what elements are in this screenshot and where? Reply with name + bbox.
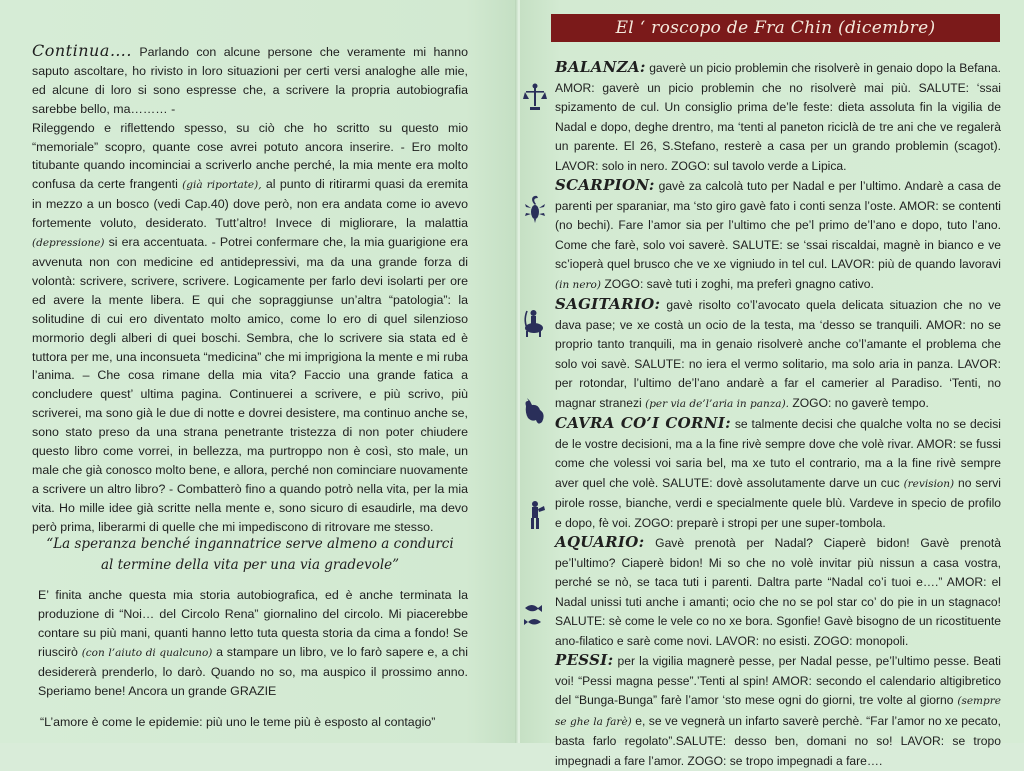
sign-name-aquario: AQUARIO: <box>555 533 645 551</box>
horoscope-text <box>555 58 1001 771</box>
horoscope-entry-sagitario <box>555 295 1001 414</box>
horoscope-entry-cavra <box>555 414 1001 533</box>
closing-paragraph <box>38 586 468 700</box>
pisces-icon <box>522 600 548 630</box>
sign-aside-pessi: (sempre se ghe la farè) <box>555 695 1001 728</box>
sign-aside-cavra: (revision) <box>903 477 955 490</box>
intro-text: Parlando con alcune persone che veramente mi hanno saputo ascoltare, ho rivisto in loro situazioni per certi versi analoghe alle mie, ed alcune di loro si sono espresse che, a scrivere la propria autobiografia sarebbe bello, ma……… - <box>32 45 468 116</box>
sign-aside-sagitario: (per via de’l’aria in panza). <box>645 397 790 410</box>
sagittarius-icon <box>522 308 548 338</box>
sign-text-pessi-end: e, se ve vegnerà un infarto saverè perchè. “Far l’amor no xe pecato, basta farlo regolato”.SALUTE: desso ben, domani no so! LAVOR: se tropo impegnadi a fare l’amor. ZOGO: se tropo impegnadi a fare…. <box>555 713 1001 768</box>
capricorn-icon <box>522 398 548 428</box>
horoscope-entry-pessi <box>555 651 1001 771</box>
sign-text-cavra-end: no servi pirole rosse, bianche, verdi e specialmente quele blù. Vardeve in specio de profilo e dopo, fè voi. ZOGO: preparè i stropi per une super-tombola. <box>555 475 1001 530</box>
sign-name-pessi: PESSI: <box>555 651 614 669</box>
closing-text-1: E’ finita anche questa mia storia autobiografica, ed è anche terminata la produzione di “Noi… del Circolo Rena” giornalino del circolo. Mi piacerebbe contare su più mani, quanti hanno letto tuta questa storia da cima a fondo! Se riuscirò <box>38 588 468 659</box>
aside-italic-3: (con l’aiuto di qualcuno) <box>81 646 213 659</box>
scorpio-icon <box>522 194 548 224</box>
libra-icon <box>522 82 548 112</box>
sign-text-sagitario-end: ZOGO: no gaverè tempo. <box>792 395 929 410</box>
sign-aside-scarpion: (in nero) <box>555 278 601 291</box>
sign-name-sagitario: SAGITARIO: <box>555 295 661 313</box>
horoscope-entry-aquario <box>555 533 1001 651</box>
hope-quote: “La speranza benché ingannatrice serve almeno a condurci al termine della vita per una via gradevole” <box>46 536 454 573</box>
sign-text-cavra: se talmente decisi che qualche volta no se decisi de le vostre decisioni, ma a la fine rivè sempre dove che volè rivar. AMOR: se fussi come che volessi voi saria bel, ma xe tuto el contrario, ma a la fine rivè sempre aver quel che volè. SALUTE: dovè assolutamente darve un cuc <box>555 417 1001 490</box>
sign-name-scarpion: SCARPION: <box>555 176 655 194</box>
aside-italic-1: (già riportate), <box>182 179 262 192</box>
sign-name-balanza: BALANZA: <box>555 58 646 76</box>
sign-text-pessi: per la vigilia magnerè pesse, per Nadal pesse, pe’l’ultimo pesse. Beati voi! “Pessi magna pesse”.’Tenti al spin! AMOR: secondo el calendario altigibretico del “Bunga-Bunga” farè l’amor ‘sto mese ogni do giorni, tre volte al giorno <box>555 654 1001 707</box>
love-quote: “L’amore è come le epidemie: più uno le teme più è esposto al contagio” <box>40 715 436 729</box>
main-text-1: Rileggendo e riflettendo spesso, su ciò che ho scritto su questo mio “memoriale” scopro, quante cose avrei potuto ancora inserire. - Ero molto titubante quando incominciai a scriverlo anche perché, la mia mente era molto confusa da certe frangenti <box>32 120 468 192</box>
intro-paragraph <box>32 42 468 119</box>
aquarius-icon <box>522 500 548 530</box>
sign-name-cavra: CAVRA CO’I CORNI: <box>555 414 731 432</box>
left-page-text <box>32 42 468 537</box>
zodiac-icons <box>520 60 550 660</box>
main-text-3: si era accentuata. - Potrei confermare che, la mia guarigione era avvenuta non con medicine ed antidepressivi, ma da una grande forza di volontà: scrivere, scrivere, scrivere. Logicamente per farlo devi isolarti per ore ed avere la mente libera. E qui che sopraggiunse un’altra “patologia”: la solitudine di cui ero diventato molto amico, come lo ero di quel silenzioso mormorio degli alberi di quei boschi. Sembra, che lo scrivere sia stata ed è tuttora per me, una inconsueta “medicina” che mi imprigiona la mente e mi ruba l’anima. – Che cosa rimane della mia vita? Faccio una grande fatica a concludere quest’ ultima pagina. Continuerei a scrivere, e più scrivo, più scriverei, ma sono già le due di notte e dovrei desistere, ma continuo anche se, sono stato preso da una strana penetrante tristezza di non poter chiudere questo libro come vorrei, in bellezza, ma purtroppo non è così, sto male, un male che già conosco molto bene, e allora, perché non cominciare nuovamente a scrivere un altro libro? - Combatterò fino a quando potrò nella vita, per la mia vita. Ho mille idee già scritte nella mente e, sono sicuro di esaudirle, ma devo però prima, liberarmi di quelle che mi impediscono di ritrovare me stesso. <box>32 235 468 534</box>
aside-italic-2: (depressione) <box>32 237 105 250</box>
continua-heading: Continua…. <box>32 41 132 60</box>
horoscope-banner: El ‘ roscopo de Fra Chin (dicembre) <box>551 14 1000 42</box>
sign-text-scarpion: gavè za calcolà tuto per Nadal e per l’ultimo. Andarè a casa de parenti per sparaniar, ma ‘sto giro gavè fato i conti senza l’oste. AMOR: se contenti (no bechi). Fare l’amor sia per l’ultimo che pe’l primo de’l’ano e dopo, tuto l’ano. Come che farè, solo voi saverè. SALUTE: se ‘ssai riscaldai, magnè in bianco e ve sc’ioperà quel brusco che ve xe vigniudo in tel cul. LAVOR: più de quando lavoravi <box>555 179 1001 271</box>
left-page <box>0 0 518 743</box>
sign-text-balanza: gaverè un picio problemin che risolverè in genaio dopo la Befana. AMOR: gaverè un picio problemin che no risolverè mai più. SALUTE: ‘ssai spizamento de cul. Un consiglio prima de’le feste: dieta assoluta fin la vigilia de Nadal e dopo, deghe drentro, ma ‘tenti al paneton riciclà de tre ani che ve regalerà un parente. El 26, S.Stefano, resterè a casa per un grando problemin (scagot). LAVOR: solo in nero. ZOGO: sul tavolo verde a Lipica. <box>555 61 1001 173</box>
main-text-2: al punto di ritirarmi quasi da eremita in mezzo a un bosco (vedi Cap.40) dove però, non era andata come io avevo fortemente voluto, desiderato. Tutt’altro! Invece di migliorare, la malattia <box>32 177 468 231</box>
closing-text-2: a stampare un libro, ve lo farò sapere e, a chi desidererà prenderlo, lo darò. Quando no so, ma auspico il prossimo anno. Speriamo bene! Ancora un grande GRAZIE <box>38 644 468 698</box>
sign-text-aquario: Gavè prenotà per Nadal? Ciaperè bidon! Gavè prenotà pe’l’ultimo? Ciaperè bidon! Mi so che no volè invitar più nissun a casa vostra, perché se nò, se taca tuti i parenti. Daltra parte “Nadal co’i tuoi e….” AMOR: el Nadal unissi tuti anche i amanti; ocio che no se pol star co’ do pie in un stagnaco! SALUTE: sè come le vele co no xe bora. Sgonfie! Gavè bisogno de un ricostituente ano-filatico e sarè come novi. LAVOR: no esisti. ZOGO: monopoli. <box>555 536 1001 648</box>
sign-text-sagitario: gavè risolto co’l’avocato quela delicata situazion che no ve dava pase; ve xe costà un ocio de la testa, ma ‘desso se tranquili. AMOR: no se proprio tanto tranquili, ma in genaio risolverè anche co’l’amante el problema che solo voi savè. SALUTE: no iera el vermo solitario, ma solo aria in panza. LAVOR: per rotondar, l’ultimo de’l’ano andarè a far el camerier al Paradiso. ‘Tenti, no magnar stranezi <box>555 298 1001 410</box>
horoscope-entry-scarpion <box>555 176 1001 295</box>
horoscope-entry-balanza <box>555 58 1001 176</box>
sign-text-scarpion-end: ZOGO: savè tuti i zoghi, ma preferì gnagno cativo. <box>604 276 874 291</box>
main-paragraph <box>32 119 468 537</box>
